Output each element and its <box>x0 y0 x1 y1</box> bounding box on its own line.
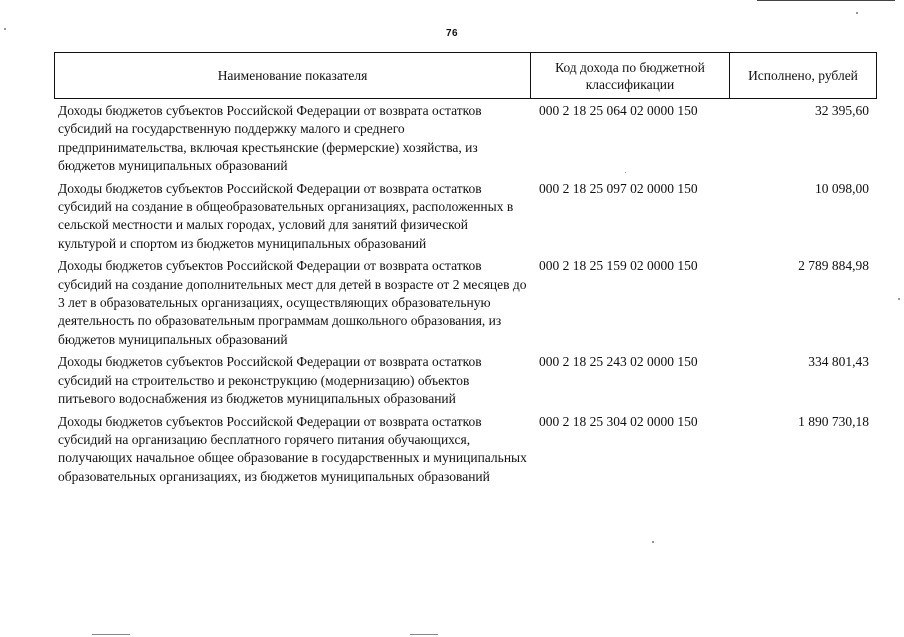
income-code: 000 2 18 25 064 02 0000 150 <box>539 103 698 118</box>
executed-amount: 334 801,43 <box>808 354 869 370</box>
indicator-name: Доходы бюджетов субъектов Российской Федерации от возврата остатков субсидий на организацию бесплатного горячего питания обучающихся, получающих начальное общее образование в государственных и муниципальных образовательных организациях, из бюджетов муниципальных образований <box>58 413 527 484</box>
income-code: 000 2 18 25 097 02 0000 150 <box>539 180 698 196</box>
executed-amount: 2 789 884,98 <box>798 258 869 274</box>
scan-bottom-mark <box>410 634 438 635</box>
header-indicator-name: Наименование показателя <box>55 53 531 98</box>
table-row <box>54 353 877 408</box>
executed-amount: 10 098,00 <box>815 180 869 196</box>
table-body <box>54 99 877 486</box>
table-row <box>54 257 877 349</box>
scan-speck <box>856 12 858 14</box>
indicator-name: Доходы бюджетов субъектов Российской Федерации от возврата остатков субсидий на создание дополнительных мест для детей в возрасте от 2 месяцев до 3 лет в образовательных организациях, осуществляющих образовательную деятельность по образовательным программам дошкольного образования, из бюджетов муниципальных образований <box>58 258 527 347</box>
executed-amount: 32 395,60 <box>815 103 869 118</box>
table-header <box>54 52 877 99</box>
income-code: 000 2 18 25 159 02 0000 150 <box>539 258 698 274</box>
page-number: 76 <box>445 28 459 39</box>
indicator-name: Доходы бюджетов субъектов Российской Федерации от возврата остатков субсидий на строительство и реконструкцию (модернизацию) объектов питьевого водоснабжения из бюджетов муниципальных образований <box>58 354 482 407</box>
budget-table <box>54 52 877 490</box>
indicator-name: Доходы бюджетов субъектов Российской Федерации от возврата остатков субсидий на создание в общеобразовательных организациях, расположенных в сельской местности и малых городах, условий для занятий физической культурой и спортом из бюджетов муниципальных образований <box>58 180 514 251</box>
table-row <box>54 102 877 176</box>
header-executed-amount: Исполнено, рублей <box>748 68 858 83</box>
table-row <box>54 413 877 487</box>
executed-amount: 1 890 730,18 <box>798 413 869 429</box>
indicator-name: Доходы бюджетов субъектов Российской Федерации от возврата остатков субсидий на государственную поддержку малого и среднего предпринимательства, включая крестьянские (фермерские) хозяйства, из бюджетов муниципальных образований <box>58 103 482 174</box>
income-code: 000 2 18 25 243 02 0000 150 <box>539 354 698 370</box>
scan-speck <box>898 298 900 300</box>
table-row <box>54 180 877 254</box>
header-income-code: Код дохода по бюджетной классификации <box>531 53 730 98</box>
scan-bottom-mark <box>92 634 130 635</box>
scan-speck <box>652 541 654 543</box>
income-code: 000 2 18 25 304 02 0000 150 <box>539 413 698 429</box>
scan-edge-line <box>757 0 895 1</box>
